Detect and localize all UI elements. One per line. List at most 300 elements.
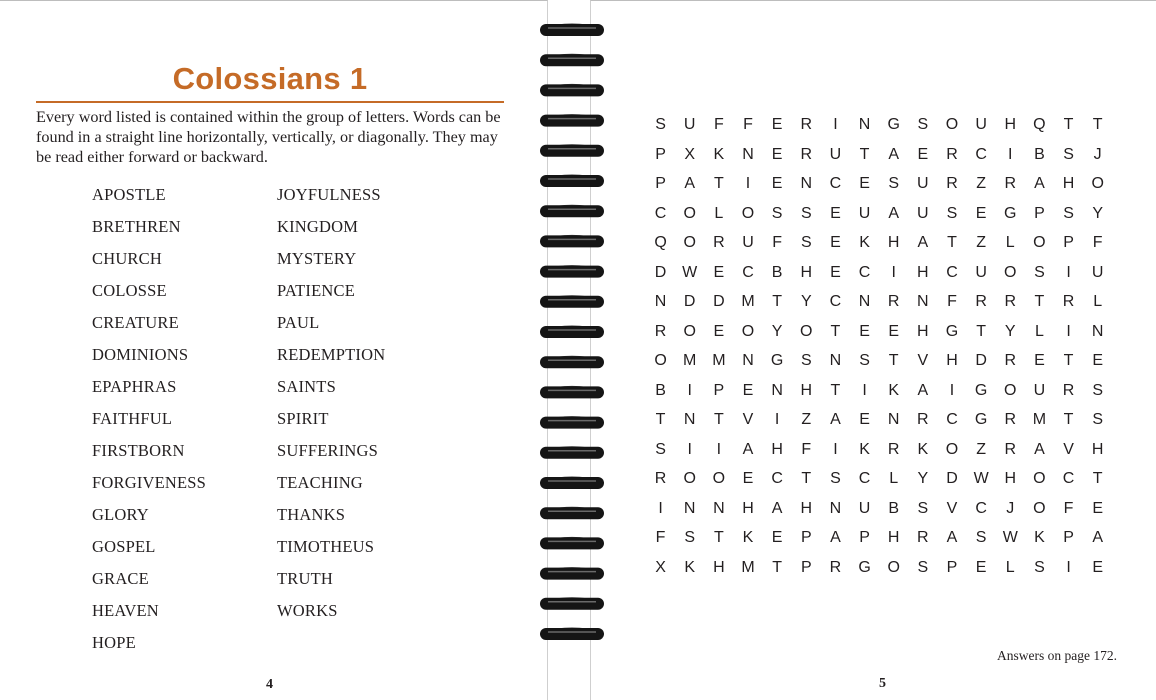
grid-cell: R	[800, 145, 813, 163]
grid-cell: G	[858, 558, 871, 576]
grid-cell: S	[1063, 145, 1074, 163]
grid-cell: S	[917, 499, 929, 517]
grid-cell: R	[1062, 381, 1075, 399]
grid-cell: S	[655, 116, 666, 133]
grid-cell: L	[1005, 234, 1015, 251]
grid-cell: W	[682, 263, 698, 281]
grid-cell: R	[654, 470, 667, 487]
grid-row	[646, 469, 1112, 499]
grid-cell: H	[917, 263, 929, 281]
grid-cell: F	[947, 293, 957, 310]
grid-cell: E	[771, 529, 783, 546]
grid-cell: S	[1034, 558, 1045, 576]
grid-cell: A	[1034, 440, 1045, 458]
grid-cell: E	[771, 175, 783, 192]
word-item: PAUL	[277, 313, 320, 332]
grid-cell: S	[830, 470, 841, 487]
grid-cell: N	[683, 499, 696, 517]
word-item: CREATURE	[92, 313, 179, 332]
grid-cell: H	[887, 529, 900, 546]
grid-cell: P	[946, 558, 958, 576]
grid-cell: T	[713, 529, 724, 546]
grid-cell: U	[683, 116, 696, 133]
grid-cell: N	[683, 411, 696, 428]
grid-cell: E	[1034, 352, 1045, 369]
grid-row	[646, 233, 1112, 263]
word-item: TRUTH	[277, 569, 333, 588]
grid-cell: I	[1008, 145, 1013, 163]
grid-cell: H	[800, 381, 813, 399]
word-item: SAINTS	[277, 377, 336, 396]
word-list-column-2	[277, 185, 385, 633]
grid-cell: I	[1066, 322, 1071, 340]
grid-cell: K	[859, 440, 870, 458]
spiral-binding-icon	[536, 0, 608, 700]
binding-coil-icon	[540, 598, 604, 610]
grid-cell: D	[713, 293, 725, 310]
word-item: PATIENCE	[277, 281, 356, 300]
grid-cell: T	[888, 352, 899, 369]
grid-cell: B	[1034, 145, 1045, 163]
instructions-text: Every word listed is contained within the group of letters. Words can be found in a straight line horizontally, vertically, or diagonally. They may be read either forward or backward.	[36, 108, 501, 166]
grid-cell: T	[1092, 116, 1103, 133]
grid-cell: R	[975, 293, 987, 310]
binding-coil-icon	[540, 54, 604, 66]
grid-cell: O	[683, 204, 696, 222]
grid-row	[646, 351, 1112, 381]
grid-cell: P	[1063, 234, 1074, 251]
grid-cell: E	[830, 204, 841, 222]
grid-cell: C	[975, 499, 987, 517]
binding-coil-icon	[540, 356, 604, 368]
grid-cell: O	[683, 322, 696, 340]
grid-cell: E	[830, 234, 841, 251]
grid-cell: X	[655, 558, 666, 576]
grid-cell: H	[771, 440, 783, 458]
word-item: HEAVEN	[92, 601, 159, 620]
grid-cell: U	[917, 204, 929, 222]
grid-cell: P	[800, 558, 812, 576]
grid-cell: T	[772, 558, 783, 576]
grid-cell: H	[1062, 175, 1075, 192]
binding-coil-icon	[540, 417, 604, 429]
grid-cell: S	[946, 204, 958, 222]
grid-cell: E	[859, 175, 870, 192]
grid-cell: F	[713, 116, 724, 133]
grid-cell: I	[949, 381, 955, 399]
grid-cell: M	[741, 558, 755, 576]
page-number-left: 4	[266, 677, 273, 692]
grid-cell: N	[800, 175, 813, 192]
binding-coil-icon	[540, 477, 604, 489]
grid-cell: R	[1004, 352, 1017, 369]
grid-cell: R	[1062, 293, 1075, 310]
grid-cell: E	[713, 263, 725, 281]
grid-cell: N	[858, 116, 871, 133]
grid-cell: U	[858, 499, 871, 517]
grid-cell: E	[713, 322, 725, 340]
grid-cell: N	[742, 352, 754, 369]
grid-row	[646, 263, 1112, 293]
grid-cell: G	[1004, 204, 1017, 222]
grid-row	[646, 440, 1112, 470]
grid-cell: Y	[771, 322, 783, 340]
grid-cell: C	[858, 263, 871, 281]
grid-cell: U	[975, 263, 987, 281]
grid-cell: R	[800, 116, 813, 133]
grid-cell: G	[974, 411, 988, 428]
grid-cell: T	[976, 322, 986, 340]
grid-cell: I	[687, 440, 692, 458]
word-item: FORGIVENESS	[92, 473, 207, 492]
grid-cell: A	[888, 204, 900, 222]
grid-cell: O	[741, 322, 755, 340]
grid-cell: A	[771, 499, 783, 517]
grid-cell: R	[917, 411, 929, 428]
binding-coil-icon	[540, 266, 604, 278]
grid-cell: T	[1063, 116, 1074, 133]
grid-cell: L	[1093, 293, 1103, 310]
grid-cell: H	[1004, 116, 1017, 133]
grid-cell: A	[888, 145, 900, 163]
grid-cell: I	[833, 440, 838, 458]
grid-cell: N	[829, 499, 842, 517]
grid-cell: R	[713, 234, 725, 251]
grid-cell: Z	[976, 440, 986, 458]
grid-cell: Z	[801, 411, 812, 428]
grid-cell: K	[888, 381, 900, 399]
word-item: COLOSSE	[92, 281, 167, 300]
grid-cell: C	[858, 470, 871, 487]
grid-cell: Y	[917, 470, 929, 487]
word-item: THANKS	[277, 505, 346, 524]
left-page	[0, 0, 548, 700]
grid-cell: G	[770, 352, 784, 369]
grid-cell: T	[947, 234, 957, 251]
grid-cell: N	[654, 293, 667, 310]
grid-cell: H	[887, 234, 900, 251]
grid-cell: R	[946, 145, 958, 163]
grid-cell: G	[887, 116, 900, 133]
grid-row	[646, 410, 1112, 440]
word-item: JOYFULNESS	[277, 185, 381, 204]
grid-cell: T	[1034, 293, 1045, 310]
grid-cell: R	[1004, 440, 1017, 458]
grid-cell: D	[683, 293, 696, 310]
grid-cell: A	[1092, 529, 1104, 546]
grid-cell: J	[1006, 499, 1015, 517]
grid-cell: T	[713, 411, 724, 428]
binding-coil-icon	[540, 568, 604, 580]
grid-cell: Q	[654, 234, 667, 251]
word-item: GOSPEL	[92, 537, 156, 556]
grid-cell: T	[1063, 352, 1074, 369]
grid-cell: U	[917, 175, 929, 192]
grid-cell: O	[1033, 470, 1046, 487]
binding-coil-icon	[540, 115, 604, 127]
grid-cell: X	[684, 145, 696, 163]
grid-cell: S	[655, 440, 666, 458]
grid-row	[646, 292, 1112, 322]
grid-cell: T	[801, 470, 812, 487]
grid-cell: C	[946, 411, 958, 428]
grid-cell: J	[1093, 145, 1102, 163]
grid-cell: N	[917, 293, 929, 310]
grid-cell: W	[1002, 529, 1018, 546]
binding-coil-icon	[540, 205, 604, 217]
grid-cell: R	[654, 322, 667, 340]
grid-cell: I	[891, 263, 896, 281]
grid-cell: K	[917, 440, 929, 458]
grid-cell: C	[654, 204, 667, 222]
grid-cell: L	[1034, 322, 1044, 340]
grid-row	[646, 381, 1112, 411]
grid-cell: E	[975, 558, 987, 576]
grid-cell: T	[859, 145, 870, 163]
grid-cell: O	[654, 352, 667, 369]
grid-cell: G	[945, 322, 959, 340]
binding-coil-icon	[540, 235, 604, 247]
grid-row	[646, 204, 1112, 234]
word-item: FAITHFUL	[92, 409, 173, 428]
grid-cell: N	[887, 411, 900, 428]
grid-cell: R	[887, 293, 900, 310]
binding-coil-icon	[540, 507, 604, 519]
binding-coil-icon	[540, 628, 604, 640]
word-item: GRACE	[92, 569, 149, 588]
grid-cell: P	[1063, 529, 1074, 546]
grid-cell: M	[741, 293, 755, 310]
grid-cell: R	[946, 175, 958, 192]
grid-cell: E	[1092, 499, 1104, 517]
grid-cell: E	[771, 145, 783, 163]
word-item: DOMINIONS	[92, 345, 189, 364]
grid-row	[646, 558, 1112, 588]
grid-cell: B	[888, 499, 900, 517]
grid-cell: O	[683, 470, 696, 487]
grid-cell: E	[742, 381, 754, 399]
grid-cell: C	[771, 470, 783, 487]
grid-cell: O	[800, 322, 813, 340]
binding-coil-icon	[540, 145, 604, 157]
grid-cell: S	[1092, 411, 1104, 428]
grid-cell: Y	[1092, 204, 1104, 222]
grid-cell: P	[1034, 204, 1045, 222]
word-item: EPAPHRAS	[92, 377, 177, 396]
grid-cell: I	[1066, 263, 1071, 281]
grid-cell: P	[859, 529, 870, 546]
grid-cell: V	[917, 352, 929, 369]
grid-row	[646, 499, 1112, 529]
grid-cell: O	[683, 234, 696, 251]
grid-cell: T	[830, 381, 841, 399]
grid-cell: I	[774, 411, 780, 428]
title-rule	[36, 101, 504, 103]
grid-cell: S	[859, 352, 870, 369]
grid-row	[646, 322, 1112, 352]
grid-cell: S	[800, 352, 812, 369]
letter-grid	[646, 115, 1112, 587]
grid-cell: F	[772, 234, 783, 251]
grid-cell: S	[1034, 263, 1045, 281]
word-item: BRETHREN	[92, 217, 181, 236]
page-number-right: 5	[879, 676, 886, 691]
grid-cell: V	[742, 411, 754, 428]
grid-cell: T	[713, 175, 724, 192]
binding-coil-icon	[540, 447, 604, 459]
grid-cell: N	[858, 293, 871, 310]
grid-cell: P	[713, 381, 725, 399]
grid-cell: A	[946, 529, 958, 546]
grid-cell: N	[1091, 322, 1104, 340]
grid-cell: E	[1092, 558, 1104, 576]
grid-cell: E	[771, 116, 783, 133]
grid-cell: L	[714, 204, 724, 222]
grid-cell: S	[684, 529, 696, 546]
grid-cell: O	[1004, 381, 1017, 399]
grid-cell: I	[1066, 558, 1071, 576]
word-item: HOPE	[92, 633, 136, 652]
grid-cell: S	[917, 558, 929, 576]
grid-cell: O	[945, 440, 959, 458]
grid-cell: N	[829, 352, 842, 369]
grid-cell: T	[1092, 470, 1103, 487]
binding-coil-icon	[540, 326, 604, 338]
grid-cell: Y	[800, 293, 812, 310]
grid-cell: D	[975, 352, 987, 369]
grid-cell: E	[830, 263, 841, 281]
word-item: TIMOTHEUS	[277, 537, 375, 556]
grid-cell: T	[830, 322, 841, 340]
grid-cell: R	[1004, 293, 1017, 310]
grid-cell: N	[771, 381, 783, 399]
grid-cell: F	[655, 529, 666, 546]
grid-cell: N	[742, 145, 754, 163]
grid-cell: T	[772, 293, 783, 310]
grid-cell: E	[888, 322, 900, 340]
binding-coil-icon	[540, 386, 604, 398]
binding-coil-icon	[540, 537, 604, 549]
word-item: SUFFERINGS	[277, 441, 379, 460]
grid-cell: N	[713, 499, 725, 517]
grid-cell: O	[887, 558, 900, 576]
grid-cell: G	[974, 381, 988, 399]
grid-cell: E	[742, 470, 754, 487]
grid-cell: W	[973, 470, 989, 487]
grid-cell: L	[1005, 558, 1015, 576]
grid-cell: M	[712, 352, 726, 369]
grid-cell: V	[1063, 440, 1074, 458]
grid-cell: D	[946, 470, 958, 487]
grid-cell: H	[800, 499, 813, 517]
grid-cell: U	[1091, 263, 1104, 281]
grid-cell: K	[742, 529, 754, 546]
grid-cell: A	[684, 175, 696, 192]
grid-cell: F	[743, 116, 753, 133]
grid-row	[646, 115, 1112, 145]
grid-cell: O	[1091, 175, 1104, 192]
grid-cell: U	[858, 204, 871, 222]
grid-cell: H	[946, 352, 958, 369]
grid-row	[646, 145, 1112, 175]
grid-cell: F	[801, 440, 812, 458]
word-item: MYSTERY	[277, 249, 357, 268]
grid-cell: B	[655, 381, 666, 399]
grid-cell: R	[829, 558, 842, 576]
grid-cell: F	[1092, 234, 1103, 251]
word-item: KINGDOM	[277, 217, 359, 236]
grid-cell: A	[742, 440, 754, 458]
grid-cell: O	[945, 116, 959, 133]
word-item: REDEMPTION	[277, 345, 386, 364]
page-title: Colossians 1	[172, 61, 368, 96]
grid-cell: I	[745, 175, 751, 192]
grid-cell: I	[658, 499, 663, 517]
binding-coil-icon	[540, 84, 604, 96]
grid-cell: K	[859, 234, 870, 251]
grid-cell: C	[975, 145, 987, 163]
grid-cell: P	[655, 175, 666, 192]
grid-cell: U	[975, 116, 987, 133]
grid-cell: Z	[976, 234, 986, 251]
grid-cell: H	[917, 322, 929, 340]
grid-cell: O	[712, 470, 726, 487]
grid-cell: A	[1034, 175, 1045, 192]
grid-cell: C	[829, 293, 842, 310]
word-item: FIRSTBORN	[92, 441, 185, 460]
grid-cell: E	[859, 411, 870, 428]
grid-cell: C	[1062, 470, 1075, 487]
binding-coil-icon	[540, 296, 604, 308]
grid-cell: B	[771, 263, 783, 281]
grid-cell: E	[859, 322, 870, 340]
grid-cell: U	[1033, 381, 1046, 399]
grid-cell: E	[975, 204, 987, 222]
binding-coil-icon	[540, 24, 604, 36]
grid-cell: I	[687, 381, 692, 399]
word-item: SPIRIT	[277, 409, 329, 428]
grid-cell: O	[1004, 263, 1017, 281]
grid-cell: O	[741, 204, 755, 222]
grid-cell: E	[917, 145, 929, 163]
grid-cell: S	[888, 175, 900, 192]
grid-cell: P	[800, 529, 812, 546]
grid-cell: K	[1034, 529, 1045, 546]
grid-cell: F	[1063, 499, 1074, 517]
grid-cell: C	[829, 175, 842, 192]
grid-cell: R	[887, 440, 900, 458]
grid-cell: Q	[1033, 116, 1046, 133]
grid-cell: V	[946, 499, 958, 517]
grid-cell: S	[1092, 381, 1104, 399]
grid-cell: H	[742, 499, 754, 517]
grid-cell: I	[716, 440, 722, 458]
grid-cell: R	[1004, 175, 1017, 192]
grid-cell: H	[1004, 470, 1017, 487]
grid-cell: A	[917, 381, 929, 399]
word-item: CHURCH	[92, 249, 162, 268]
grid-cell: T	[655, 411, 666, 428]
grid-cell: A	[917, 234, 929, 251]
word-item: GLORY	[92, 505, 149, 524]
grid-cell: P	[655, 145, 666, 163]
grid-cell: L	[889, 470, 899, 487]
grid-cell: I	[833, 116, 838, 133]
grid-row	[646, 174, 1112, 204]
grid-cell: S	[917, 116, 929, 133]
answers-note: Answers on page 172.	[997, 648, 1117, 663]
grid-row	[646, 528, 1112, 558]
